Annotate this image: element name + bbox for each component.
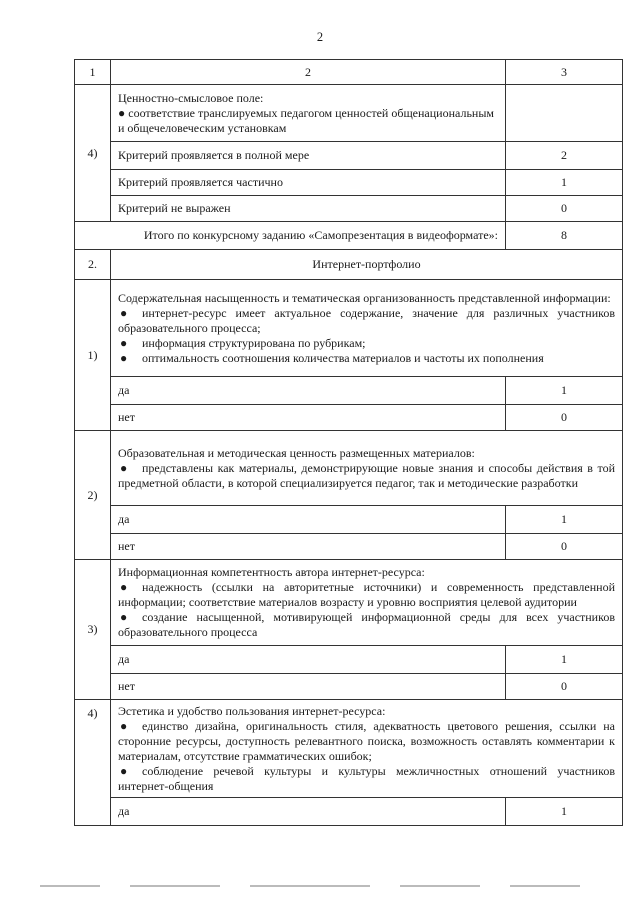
criterion-bullet: ● соответствие транслируемых педагогом ценностей общенациональным и общечеловеческим установкам: [118, 105, 494, 135]
score-value: 1: [506, 798, 623, 826]
criterion-bullet: ● соблюдение речевой культуры и культуры межличностных отношений участников интернет-общения: [118, 763, 615, 793]
header-col1: 1: [75, 60, 111, 85]
score-value: 0: [506, 674, 623, 700]
score-value: 2: [506, 142, 623, 170]
criterion-row: [75, 700, 623, 798]
criterion-description: [111, 85, 506, 142]
scan-artifact: [0, 885, 640, 891]
criterion-description: [111, 280, 623, 377]
criterion-description: [111, 700, 623, 798]
criterion-bullet: ● представлены как материалы, демонстрирующие новые знания и способы действия в той предметной области, в которой специализируется педагог, так и методические разработки: [118, 460, 615, 490]
criterion-description: [111, 431, 623, 506]
total-label: Итого по конкурсному заданию «Самопрезентация в видеоформате»:: [75, 222, 506, 250]
criterion-number: 2): [75, 431, 111, 560]
score-value: 1: [506, 506, 623, 534]
criterion-row: [75, 280, 623, 377]
section-row: [75, 250, 623, 280]
criterion-lead: Содержательная насыщенность и тематическая организованность представленной информации:: [118, 290, 611, 305]
criterion-bullet: ● создание насыщенной, мотивирующей информационной среды для всех участников образовательного процесса: [118, 610, 615, 639]
section-title: Интернет-портфолио: [111, 250, 623, 280]
criterion-description: [111, 560, 623, 646]
score-row: [75, 405, 623, 431]
score-value: 0: [506, 534, 623, 560]
criterion-bullet: ● интернет-ресурс имеет актуальное содержание, значение для различных участников образовательного процесса;: [118, 305, 615, 335]
total-row: [75, 222, 623, 250]
criterion-lead: Информационная компетентность автора интернет-ресурса:: [118, 565, 425, 579]
header-col2: 2: [111, 60, 506, 85]
criterion-lead: Эстетика и удобство пользования интернет-ресурса:: [118, 703, 386, 718]
criterion-bullet: ● надежность (ссылки на авторитетные источники) и современность представленной информации; соответствие материалов возрасту и уровню восприятия целевой аудитории: [118, 580, 615, 609]
criterion-number: 4): [75, 85, 111, 222]
score-label: нет: [111, 674, 506, 700]
score-label: Критерий не выражен: [111, 196, 506, 222]
score-label: да: [111, 377, 506, 405]
score-label: Критерий проявляется частично: [111, 170, 506, 196]
score-row: [75, 674, 623, 700]
score-label: нет: [111, 534, 506, 560]
score-row: [75, 506, 623, 534]
score-row: [75, 170, 623, 196]
total-score: 8: [506, 222, 623, 250]
criterion-bullet: ● единство дизайна, оригинальность стиля, адекватность цветового решения, ссылки на сторонние ресурсы, доступность релевантного поиска, возможность оставлять комментарии к материалам, отсутствие грамматических ошибок;: [118, 718, 615, 763]
criteria-table: [74, 59, 623, 826]
score-value: 1: [506, 646, 623, 674]
score-row: [75, 196, 623, 222]
header-col3: 3: [506, 60, 623, 85]
score-label: да: [111, 506, 506, 534]
score-row: [75, 142, 623, 170]
criterion-lead: Ценностно-смысловое поле:: [118, 90, 264, 105]
score-label: да: [111, 646, 506, 674]
section-number: 2.: [75, 250, 111, 280]
score-row: [75, 534, 623, 560]
score-row: [75, 377, 623, 405]
criterion-number: 4): [75, 700, 111, 826]
criterion-score-empty: [506, 85, 623, 142]
criterion-row: [75, 431, 623, 506]
score-label: нет: [111, 405, 506, 431]
page-number: 2: [316, 30, 324, 44]
score-row: [75, 646, 623, 674]
score-value: 0: [506, 196, 623, 222]
criterion-number: 1): [75, 280, 111, 431]
criterion-row: [75, 85, 623, 142]
score-value: 1: [506, 377, 623, 405]
score-value: 1: [506, 170, 623, 196]
score-value: 0: [506, 405, 623, 431]
header-row: [75, 60, 623, 85]
criterion-bullet: ● информация структурирована по рубрикам;: [120, 335, 366, 350]
score-label: Критерий проявляется в полной мере: [111, 142, 506, 170]
score-label: да: [111, 798, 506, 826]
criterion-bullet: ● оптимальность соотношения количества материалов и частоты их пополнения: [120, 350, 544, 365]
criterion-lead: Образовательная и методическая ценность размещенных материалов:: [118, 445, 475, 460]
criterion-row: [75, 560, 623, 646]
criterion-number: 3): [75, 560, 111, 700]
score-row: [75, 798, 623, 826]
